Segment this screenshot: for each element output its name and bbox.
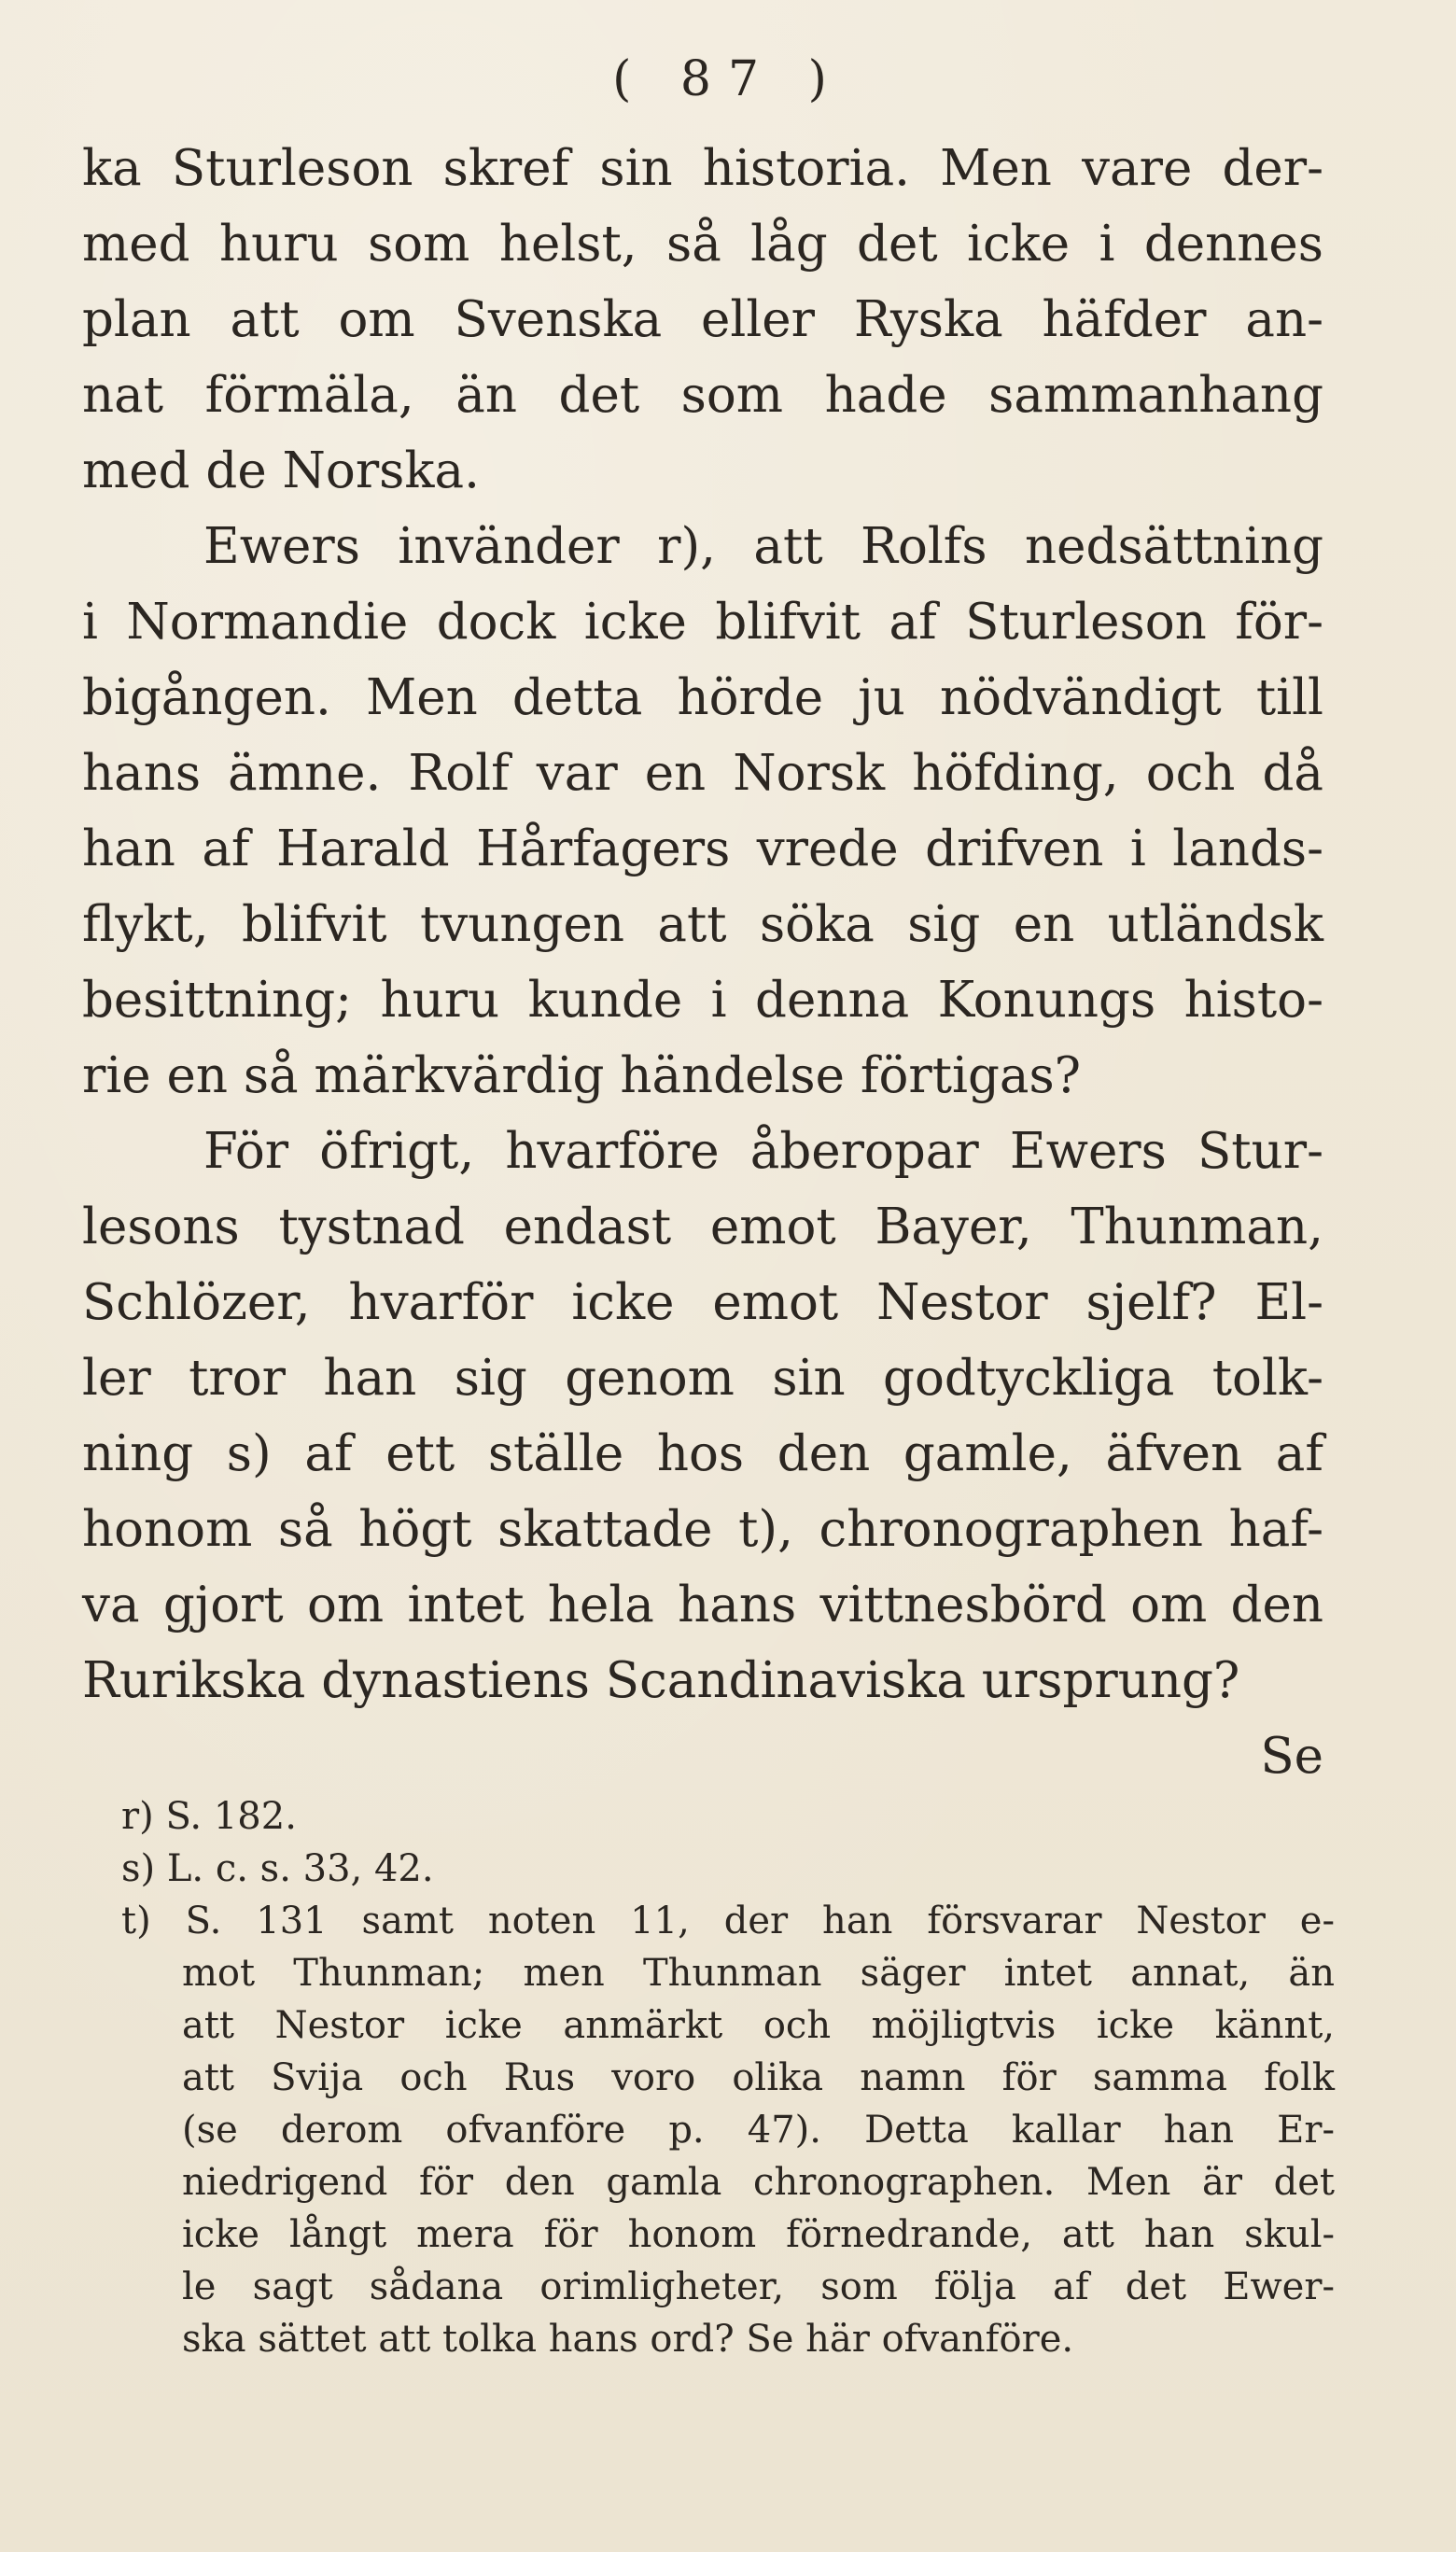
text-line: nat förmäla, än det som hade sammanhang bbox=[82, 367, 1323, 424]
text-line: ning s) af ett ställe hos den gamle, äfven af bbox=[82, 1425, 1323, 1482]
text-line: va gjort om intet hela hans vittnesbörd om den bbox=[82, 1577, 1323, 1634]
text-line: bigången. Men detta hörde ju nödvändigt till bbox=[82, 669, 1323, 726]
text-line: flykt, blifvit tvungen att söka sig en utländsk bbox=[82, 896, 1323, 953]
text-line: han af Harald Hårfagers vrede drifven i lands- bbox=[82, 820, 1323, 877]
page-number: ( 87 ) bbox=[612, 51, 844, 107]
footnotes bbox=[121, 1790, 1335, 2365]
footnote-r: r) S. 182. bbox=[121, 1795, 297, 1838]
text-line: ler tror han sig genom sin godtyckliga tolk- bbox=[82, 1350, 1323, 1407]
footnote-t-line: icke långt mera för honom förnedrande, att han skul- bbox=[182, 2213, 1335, 2256]
text-line: med de Norska. bbox=[82, 442, 480, 499]
text-line: lesons tystnad endast emot Bayer, Thunman, bbox=[82, 1199, 1323, 1255]
catchword: Se bbox=[1260, 1728, 1323, 1785]
footnote-t-line: le sagt sådana orimligheter, som följa af det Ewer- bbox=[182, 2265, 1335, 2308]
text-line: Ewers invänder r), att Rolfs nedsättning bbox=[203, 518, 1323, 575]
footnote-t-line: (se derom ofvanföre p. 47). Detta kallar han Er- bbox=[182, 2109, 1335, 2152]
main-text bbox=[82, 131, 1323, 1794]
text-line: ka Sturleson skref sin historia. Men vare der- bbox=[82, 140, 1323, 197]
text-line: plan att om Svenska eller Ryska häfder an- bbox=[82, 291, 1323, 348]
footnote-t-line: niedrigend för den gamla chronographen. Men är det bbox=[182, 2161, 1335, 2204]
text-line: hans ämne. Rolf var en Norsk höfding, och då bbox=[82, 745, 1323, 802]
text-line: rie en så märkvärdig händelse förtigas? bbox=[82, 1047, 1082, 1104]
text-line: med huru som helst, så låg det icke i dennes bbox=[82, 216, 1323, 273]
footnote-t-line: att Svija och Rus voro olika namn för samma folk bbox=[182, 2056, 1335, 2099]
footnote-t-line: ska sättet att tolka hans ord? Se här ofvanföre. bbox=[182, 2318, 1074, 2361]
text-line: För öfrigt, hvarföre åberopar Ewers Stur- bbox=[203, 1123, 1323, 1180]
footnote-t-line: mot Thunman; men Thunman säger intet annat, än bbox=[182, 1952, 1335, 1995]
footnote-t: t) S. 131 samt noten 11, der han försvarar Nestor e- bbox=[121, 1900, 1335, 1942]
text-line: besittning; huru kunde i denna Konungs histo- bbox=[82, 972, 1323, 1029]
footnote-s: s) L. c. s. 33, 42. bbox=[121, 1847, 434, 1890]
text-line: honom så högt skattade t), chronographen haf- bbox=[82, 1501, 1323, 1558]
text-line: i Normandie dock icke blifvit af Sturleson för- bbox=[82, 594, 1323, 651]
text-line: Rurikska dynastiens Scandinaviska ursprung? bbox=[82, 1652, 1240, 1709]
footnote-t-line: att Nestor icke anmärkt och möjligtvis icke kännt, bbox=[182, 2004, 1335, 2047]
text-line: Schlözer, hvarför icke emot Nestor sjelf? El- bbox=[82, 1274, 1323, 1331]
